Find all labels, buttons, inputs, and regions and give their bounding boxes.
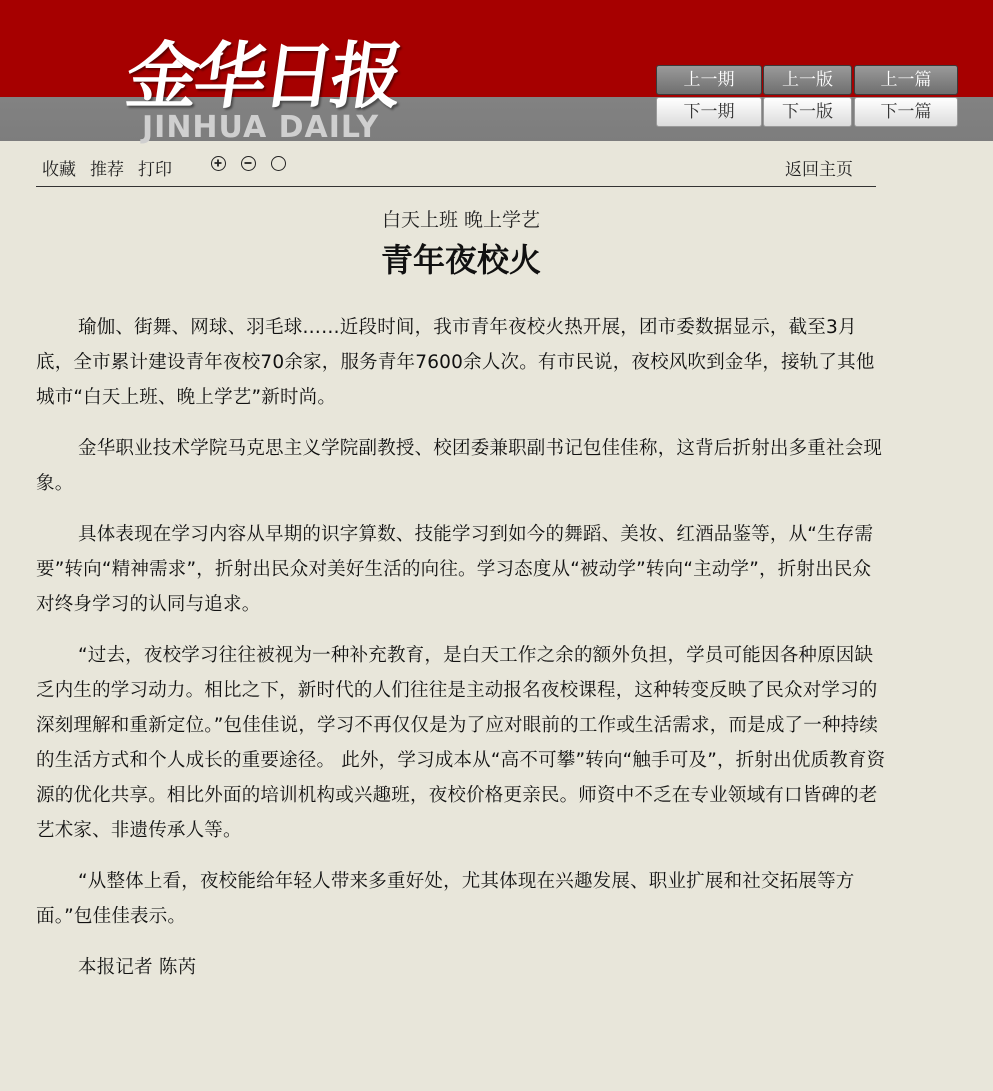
article-paragraph: 具体表现在学习内容从早期的识字算数、技能学习到如今的舞蹈、美妆、红酒品鉴等，从“生存需要”转向“精神需求”，折射出民众对美好生活的向往。学习态度从“被动学”转向“主动学”，折射出民众对终身学习的认同与追求。: [36, 524, 874, 615]
article-byline: 本报记者 陈芮: [78, 957, 197, 978]
issue-navigation: [656, 65, 958, 128]
recommend-link[interactable]: 推荐: [90, 160, 124, 180]
masthead: [0, 0, 993, 145]
prev-issue-button[interactable]: 上一期: [656, 65, 762, 95]
zoom-in-icon[interactable]: [211, 156, 226, 171]
logo: 金华日报: [121, 33, 406, 118]
article-paragraph: “过去，夜校学习往往被视为一种补充教育，是白天工作之余的额外负担，学员可能因各种原因缺乏内生的学习动力。相比之下，新时代的人们往往是主动报名夜校课程，这种转变反映了民众对学习的深刻理解和重新定位。”包佳佳说，学习不再仅仅是为了应对眼前的工作或生活需求，而是成了一种持续的生活方式和个人成长的重要途径。 此外，学习成本从“高不可攀”转向“触手可及”，折射出优质教育资源的优化共享。相比外面的培训机构或兴趣班，夜校价格更亲民。师资中不乏在专业领域有口皆碑的老艺术家、非遗传承人等。: [36, 645, 886, 841]
zoom-out-icon[interactable]: [241, 156, 256, 171]
article-body: [36, 310, 886, 985]
home-link[interactable]: 返回主页: [785, 160, 853, 180]
zoom-reset-icon[interactable]: [271, 156, 286, 171]
article-paragraph: 瑜伽、街舞、网球、羽毛球……近段时间，我市青年夜校火热开展，团市委数据显示，截至3月底，全市累计建设青年夜校70余家，服务青年7600余人次。有市民说，夜校风吹到金华，接轨了其他城市“白天上班、晚上学艺”新时尚。: [36, 317, 875, 408]
next-issue-button[interactable]: 下一期: [656, 97, 762, 127]
next-page-button[interactable]: 下一版: [763, 97, 852, 127]
bookmark-link[interactable]: 收藏: [42, 160, 76, 180]
prev-page-button[interactable]: 上一版: [763, 65, 852, 95]
logo-english: JINHUA DAILY: [142, 110, 380, 145]
print-link[interactable]: 打印: [138, 160, 172, 180]
article-subtitle: 白天上班 晚上学艺: [381, 209, 541, 231]
prev-article-button[interactable]: 上一篇: [854, 65, 958, 95]
article-title: 青年夜校火: [380, 241, 541, 279]
article-paragraph: “从整体上看，夜校能给年轻人带来多重好处，尤其体现在兴趣发展、职业扩展和社交拓展等方面。”包佳佳表示。: [36, 871, 855, 927]
article: [36, 206, 886, 1001]
article-toolbar: [36, 150, 876, 187]
article-paragraph: 金华职业技术学院马克思主义学院副教授、校团委兼职副书记包佳佳称，这背后折射出多重社会现象。: [36, 438, 883, 494]
next-article-button[interactable]: 下一篇: [854, 97, 958, 127]
